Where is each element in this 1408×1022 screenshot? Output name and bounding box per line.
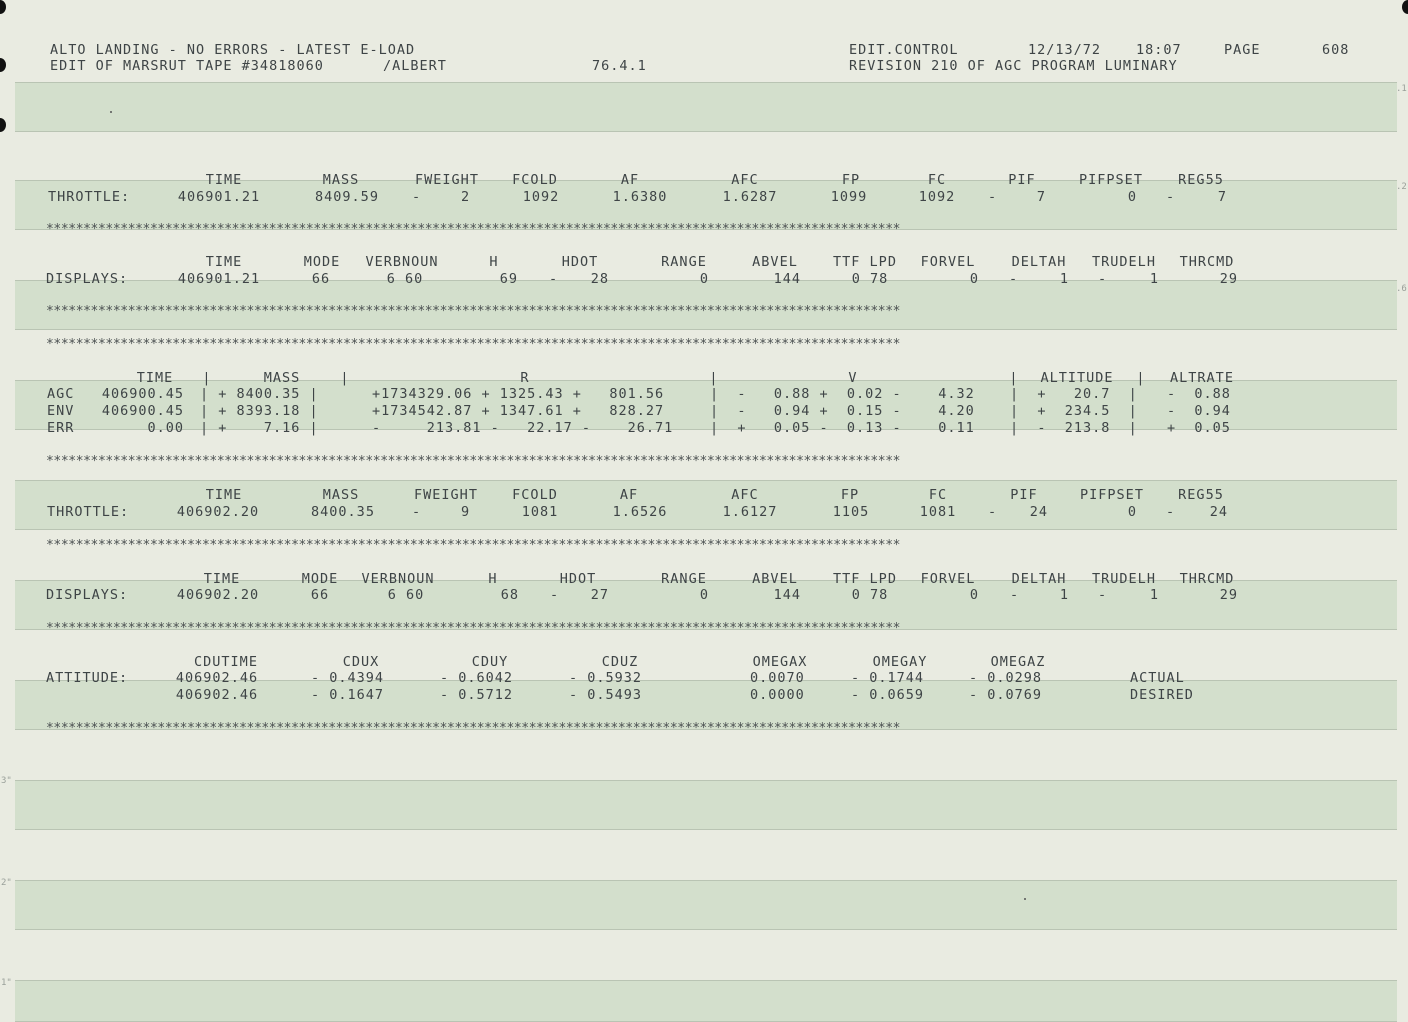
greenbar-band <box>15 780 1397 830</box>
value-hdot: 27 <box>590 587 609 603</box>
col-header-fc: FC <box>928 487 948 503</box>
greenbar-band <box>15 880 1397 930</box>
col-header-cdux: CDUX <box>342 654 380 670</box>
col-header-cduy: CDUY <box>471 654 509 670</box>
col-header-hdot: HDOT <box>559 571 597 587</box>
col-header-abvel: ABVEL <box>752 254 798 270</box>
value-cdutime: 406902.46 <box>175 670 259 686</box>
col-header-reg55: REG55 <box>1178 172 1224 188</box>
margin-mark: 2" <box>1 878 12 888</box>
print-time: 18:07 <box>1136 42 1182 58</box>
col-header-range: RANGE <box>661 254 707 270</box>
value-cdutime: 406902.46 <box>175 687 259 703</box>
value-omegay: - 0.1744 <box>851 670 925 686</box>
col-header-fcold: FCOLD <box>512 172 558 188</box>
value-deltah: 1 <box>1059 271 1069 287</box>
value-mode: 66 <box>310 587 330 603</box>
separator-line: ******************************************************************************************************************* <box>46 538 901 553</box>
value-fweight: 2 <box>461 189 471 205</box>
value-pifpset: 0 <box>1127 504 1137 520</box>
value-pif: 24 <box>1029 504 1048 520</box>
value-time: 406902.20 <box>176 504 260 520</box>
value-altrate: - 0.94 <box>1167 403 1231 419</box>
greenbar-band <box>15 980 1397 1022</box>
page-label: PAGE <box>1224 42 1261 58</box>
value-altrate: - 0.88 <box>1167 386 1231 402</box>
value-deltah: 1 <box>1059 587 1069 603</box>
row-label: DISPLAYS: <box>46 271 129 287</box>
col-divider: | <box>1009 370 1019 386</box>
value-sign: - <box>412 189 422 205</box>
feed-hole-left <box>0 58 6 72</box>
value-forvel: 0 <box>969 271 979 287</box>
value-hdot: 28 <box>590 271 609 287</box>
value-sign: - <box>1098 271 1108 287</box>
row-label: THROTTLE: <box>48 189 131 205</box>
value-afc: 1.6287 <box>722 189 778 205</box>
value-mass: 8409.59 <box>315 189 379 205</box>
value-fcold: 1081 <box>521 504 559 520</box>
value-sign: - <box>988 504 998 520</box>
value-pif: 7 <box>1036 189 1046 205</box>
col-header-trudelh: TRUDELH <box>1092 571 1156 587</box>
value-abvel: 144 <box>773 271 801 287</box>
col-header-thrcmd: THRCMD <box>1179 571 1235 587</box>
col-header-altitude: ALTITUDE <box>1040 370 1114 386</box>
value-sign: - <box>1166 504 1176 520</box>
col-header-mass: MASS <box>322 172 360 188</box>
value-trudelh: 1 <box>1149 587 1159 603</box>
value-v: | + 0.05 - 0.13 - 0.11 <box>710 420 975 436</box>
col-header-abvel: ABVEL <box>752 571 798 587</box>
col-header-af: AF <box>620 172 640 188</box>
value-af: 1.6380 <box>612 189 668 205</box>
report-title: ALTO LANDING - NO ERRORS - LATEST E-LOAD <box>50 42 416 58</box>
col-header-thrcmd: THRCMD <box>1179 254 1235 270</box>
value-fweight: 9 <box>461 504 471 520</box>
value-altitude: | + 234.5 | <box>1010 403 1138 419</box>
col-header-pif: PIF <box>1010 487 1038 503</box>
col-header-hdot: HDOT <box>561 254 599 270</box>
value-time: 406900.45 <box>101 403 184 419</box>
col-header-altrate: ALTRATE <box>1170 370 1234 386</box>
value-fc: 1081 <box>919 504 957 520</box>
col-header-fp: FP <box>840 487 860 503</box>
value-omegay: - 0.0659 <box>851 687 925 703</box>
col-header-fweight: FWEIGHT <box>415 172 479 188</box>
margin-mark: .6 <box>1396 284 1407 294</box>
row-tag-actual: ACTUAL <box>1130 670 1185 686</box>
value-h: 68 <box>500 587 519 603</box>
col-header-fcold: FCOLD <box>512 487 558 503</box>
value-mode: 66 <box>311 271 331 287</box>
value-mass: | + 7.16 | <box>200 420 319 436</box>
col-header-omegax: OMEGAX <box>752 654 808 670</box>
col-header-time: TIME <box>205 487 243 503</box>
col-header-verbnoun: VERBNOUN <box>361 571 435 587</box>
col-header-pif: PIF <box>1008 172 1036 188</box>
separator-line: ******************************************************************************************************************* <box>46 721 901 736</box>
value-omegaz: - 0.0298 <box>969 670 1043 686</box>
separator-line: ******************************************************************************************************************* <box>46 454 901 469</box>
row-label: THROTTLE: <box>47 504 130 520</box>
value-altrate: + 0.05 <box>1167 420 1231 436</box>
row-label-agc: AGC <box>47 386 75 402</box>
value-verbnoun: 6 60 <box>386 271 424 287</box>
value-sign: - <box>988 189 998 205</box>
value-time: 406901.21 <box>177 189 261 205</box>
edit-control-label: EDIT.CONTROL <box>849 42 959 58</box>
value-r: +1734329.06 + 1325.43 + 801.56 <box>372 386 665 402</box>
col-header-time: TIME <box>205 172 243 188</box>
value-r: +1734542.87 + 1347.61 + 828.27 <box>372 403 665 419</box>
col-header-pifpset: PIFPSET <box>1079 172 1143 188</box>
greenbar-band <box>15 82 1397 132</box>
value-range: 0 <box>699 271 709 287</box>
col-header-mode: MODE <box>303 254 341 270</box>
margin-mark: .1 <box>1396 84 1407 94</box>
value-range: 0 <box>699 587 709 603</box>
print-speck <box>110 111 112 113</box>
print-date: 12/13/72 <box>1028 42 1102 58</box>
value-time: 0.00 <box>147 420 184 436</box>
col-header-time: TIME <box>205 254 243 270</box>
col-header-af: AF <box>619 487 639 503</box>
value-sign: - <box>1010 587 1020 603</box>
feed-hole-left <box>0 0 6 14</box>
separator-line: ******************************************************************************************************************* <box>46 222 901 237</box>
separator-line: ******************************************************************************************************************* <box>46 621 901 636</box>
author: /ALBERT <box>383 58 447 74</box>
margin-mark: 1" <box>1 978 12 988</box>
value-sign: - <box>1098 587 1108 603</box>
value-mass: 8400.35 <box>311 504 375 520</box>
value-omegax: 0.0000 <box>750 687 805 703</box>
col-header-h: H <box>488 571 498 587</box>
value-omegax: 0.0070 <box>750 670 805 686</box>
margin-mark: .2 <box>1396 182 1407 192</box>
value-fc: 1092 <box>918 189 956 205</box>
col-header-range: RANGE <box>661 571 707 587</box>
separator-line: ******************************************************************************************************************* <box>46 304 901 319</box>
value-verbnoun: 6 60 <box>387 587 425 603</box>
value-omegaz: - 0.0769 <box>969 687 1043 703</box>
col-header-verbnoun: VERBNOUN <box>365 254 439 270</box>
feed-hole-right <box>1402 0 1408 14</box>
value-sign: - <box>550 587 560 603</box>
feed-hole-left <box>0 118 6 132</box>
value-thrcmd: 29 <box>1219 587 1238 603</box>
col-header-reg55: REG55 <box>1178 487 1224 503</box>
col-header-fweight: FWEIGHT <box>414 487 478 503</box>
value-v: | - 0.94 + 0.15 - 4.20 <box>710 403 975 419</box>
value-cduy: - 0.6042 <box>440 670 514 686</box>
col-header-ttf-lpd: TTF LPD <box>833 254 897 270</box>
col-divider: | <box>709 370 719 386</box>
col-header-fp: FP <box>841 172 861 188</box>
value-thrcmd: 29 <box>1219 271 1238 287</box>
col-header-time: TIME <box>203 571 241 587</box>
col-header-r: R <box>520 370 530 386</box>
value-sign: - <box>412 504 422 520</box>
row-tag-desired: DESIRED <box>1130 687 1194 703</box>
col-header-mass: MASS <box>322 487 360 503</box>
value-altitude: | + 20.7 | <box>1010 386 1138 402</box>
value-trudelh: 1 <box>1149 271 1159 287</box>
separator-line: ******************************************************************************************************************* <box>46 337 901 352</box>
col-header-afc: AFC <box>731 487 759 503</box>
value-afc: 1.6127 <box>722 504 778 520</box>
value-mass: | + 8393.18 | <box>200 403 319 419</box>
col-divider: | <box>1136 370 1146 386</box>
value-af: 1.6526 <box>612 504 668 520</box>
col-header-pifpset: PIFPSET <box>1080 487 1144 503</box>
col-header-v: V <box>848 370 858 386</box>
col-header-ttf-lpd: TTF LPD <box>833 571 897 587</box>
value-cdux: - 0.1647 <box>311 687 385 703</box>
print-speck <box>1024 898 1026 900</box>
value-cdux: - 0.4394 <box>311 670 385 686</box>
col-header-trudelh: TRUDELH <box>1092 254 1156 270</box>
value-fp: 1099 <box>830 189 868 205</box>
col-header-fc: FC <box>927 172 947 188</box>
value-cduy: - 0.5712 <box>440 687 514 703</box>
row-label-err: ERR <box>47 420 75 436</box>
value-reg55: 7 <box>1217 189 1227 205</box>
col-header-omegaz: OMEGAZ <box>990 654 1046 670</box>
col-header-forvel: FORVEL <box>920 254 976 270</box>
value-h: 69 <box>499 271 518 287</box>
col-header-h: H <box>489 254 499 270</box>
col-header-omegay: OMEGAY <box>872 654 928 670</box>
row-label: ATTITUDE: <box>46 670 129 686</box>
tape-label: EDIT OF MARSRUT TAPE #34818060 <box>50 58 324 74</box>
value-sign: - <box>549 271 559 287</box>
row-label-env: ENV <box>47 403 75 419</box>
value-fp: 1105 <box>832 504 870 520</box>
col-header-afc: AFC <box>731 172 759 188</box>
col-header-cduz: CDUZ <box>601 654 639 670</box>
col-header-mass: MASS <box>263 370 301 386</box>
value-sign: - <box>1166 189 1176 205</box>
col-header-cdutime: CDUTIME <box>194 654 258 670</box>
value-ttf-lpd: 0 78 <box>851 587 889 603</box>
margin-mark: 3" <box>1 776 12 786</box>
col-header-deltah: DELTAH <box>1011 571 1067 587</box>
col-header-mode: MODE <box>301 571 339 587</box>
value-time: 406902.20 <box>176 587 260 603</box>
value-pifpset: 0 <box>1127 189 1137 205</box>
col-header-forvel: FORVEL <box>920 571 976 587</box>
value-mass: | + 8400.35 | <box>200 386 319 402</box>
col-header-deltah: DELTAH <box>1011 254 1067 270</box>
value-cduz: - 0.5932 <box>569 670 643 686</box>
value-ttf-lpd: 0 78 <box>851 271 889 287</box>
version: 76.4.1 <box>592 58 647 74</box>
value-time: 406901.21 <box>177 271 261 287</box>
value-abvel: 144 <box>773 587 801 603</box>
value-v: | - 0.88 + 0.02 - 4.32 <box>710 386 975 402</box>
value-cduz: - 0.5493 <box>569 687 643 703</box>
row-label: DISPLAYS: <box>46 587 129 603</box>
value-fcold: 1092 <box>522 189 560 205</box>
value-forvel: 0 <box>969 587 979 603</box>
value-reg55: 24 <box>1209 504 1228 520</box>
value-time: 406900.45 <box>101 386 184 402</box>
page-number: 608 <box>1322 42 1350 58</box>
value-sign: - <box>1009 271 1019 287</box>
revision-line: REVISION 210 OF AGC PROGRAM LUMINARY <box>849 58 1178 74</box>
col-divider: | <box>202 370 212 386</box>
col-header-time: TIME <box>136 370 174 386</box>
value-r: - 213.81 - 22.17 - 26.71 <box>372 420 674 436</box>
col-divider: | <box>340 370 350 386</box>
value-altitude: | - 213.8 | <box>1010 420 1138 436</box>
